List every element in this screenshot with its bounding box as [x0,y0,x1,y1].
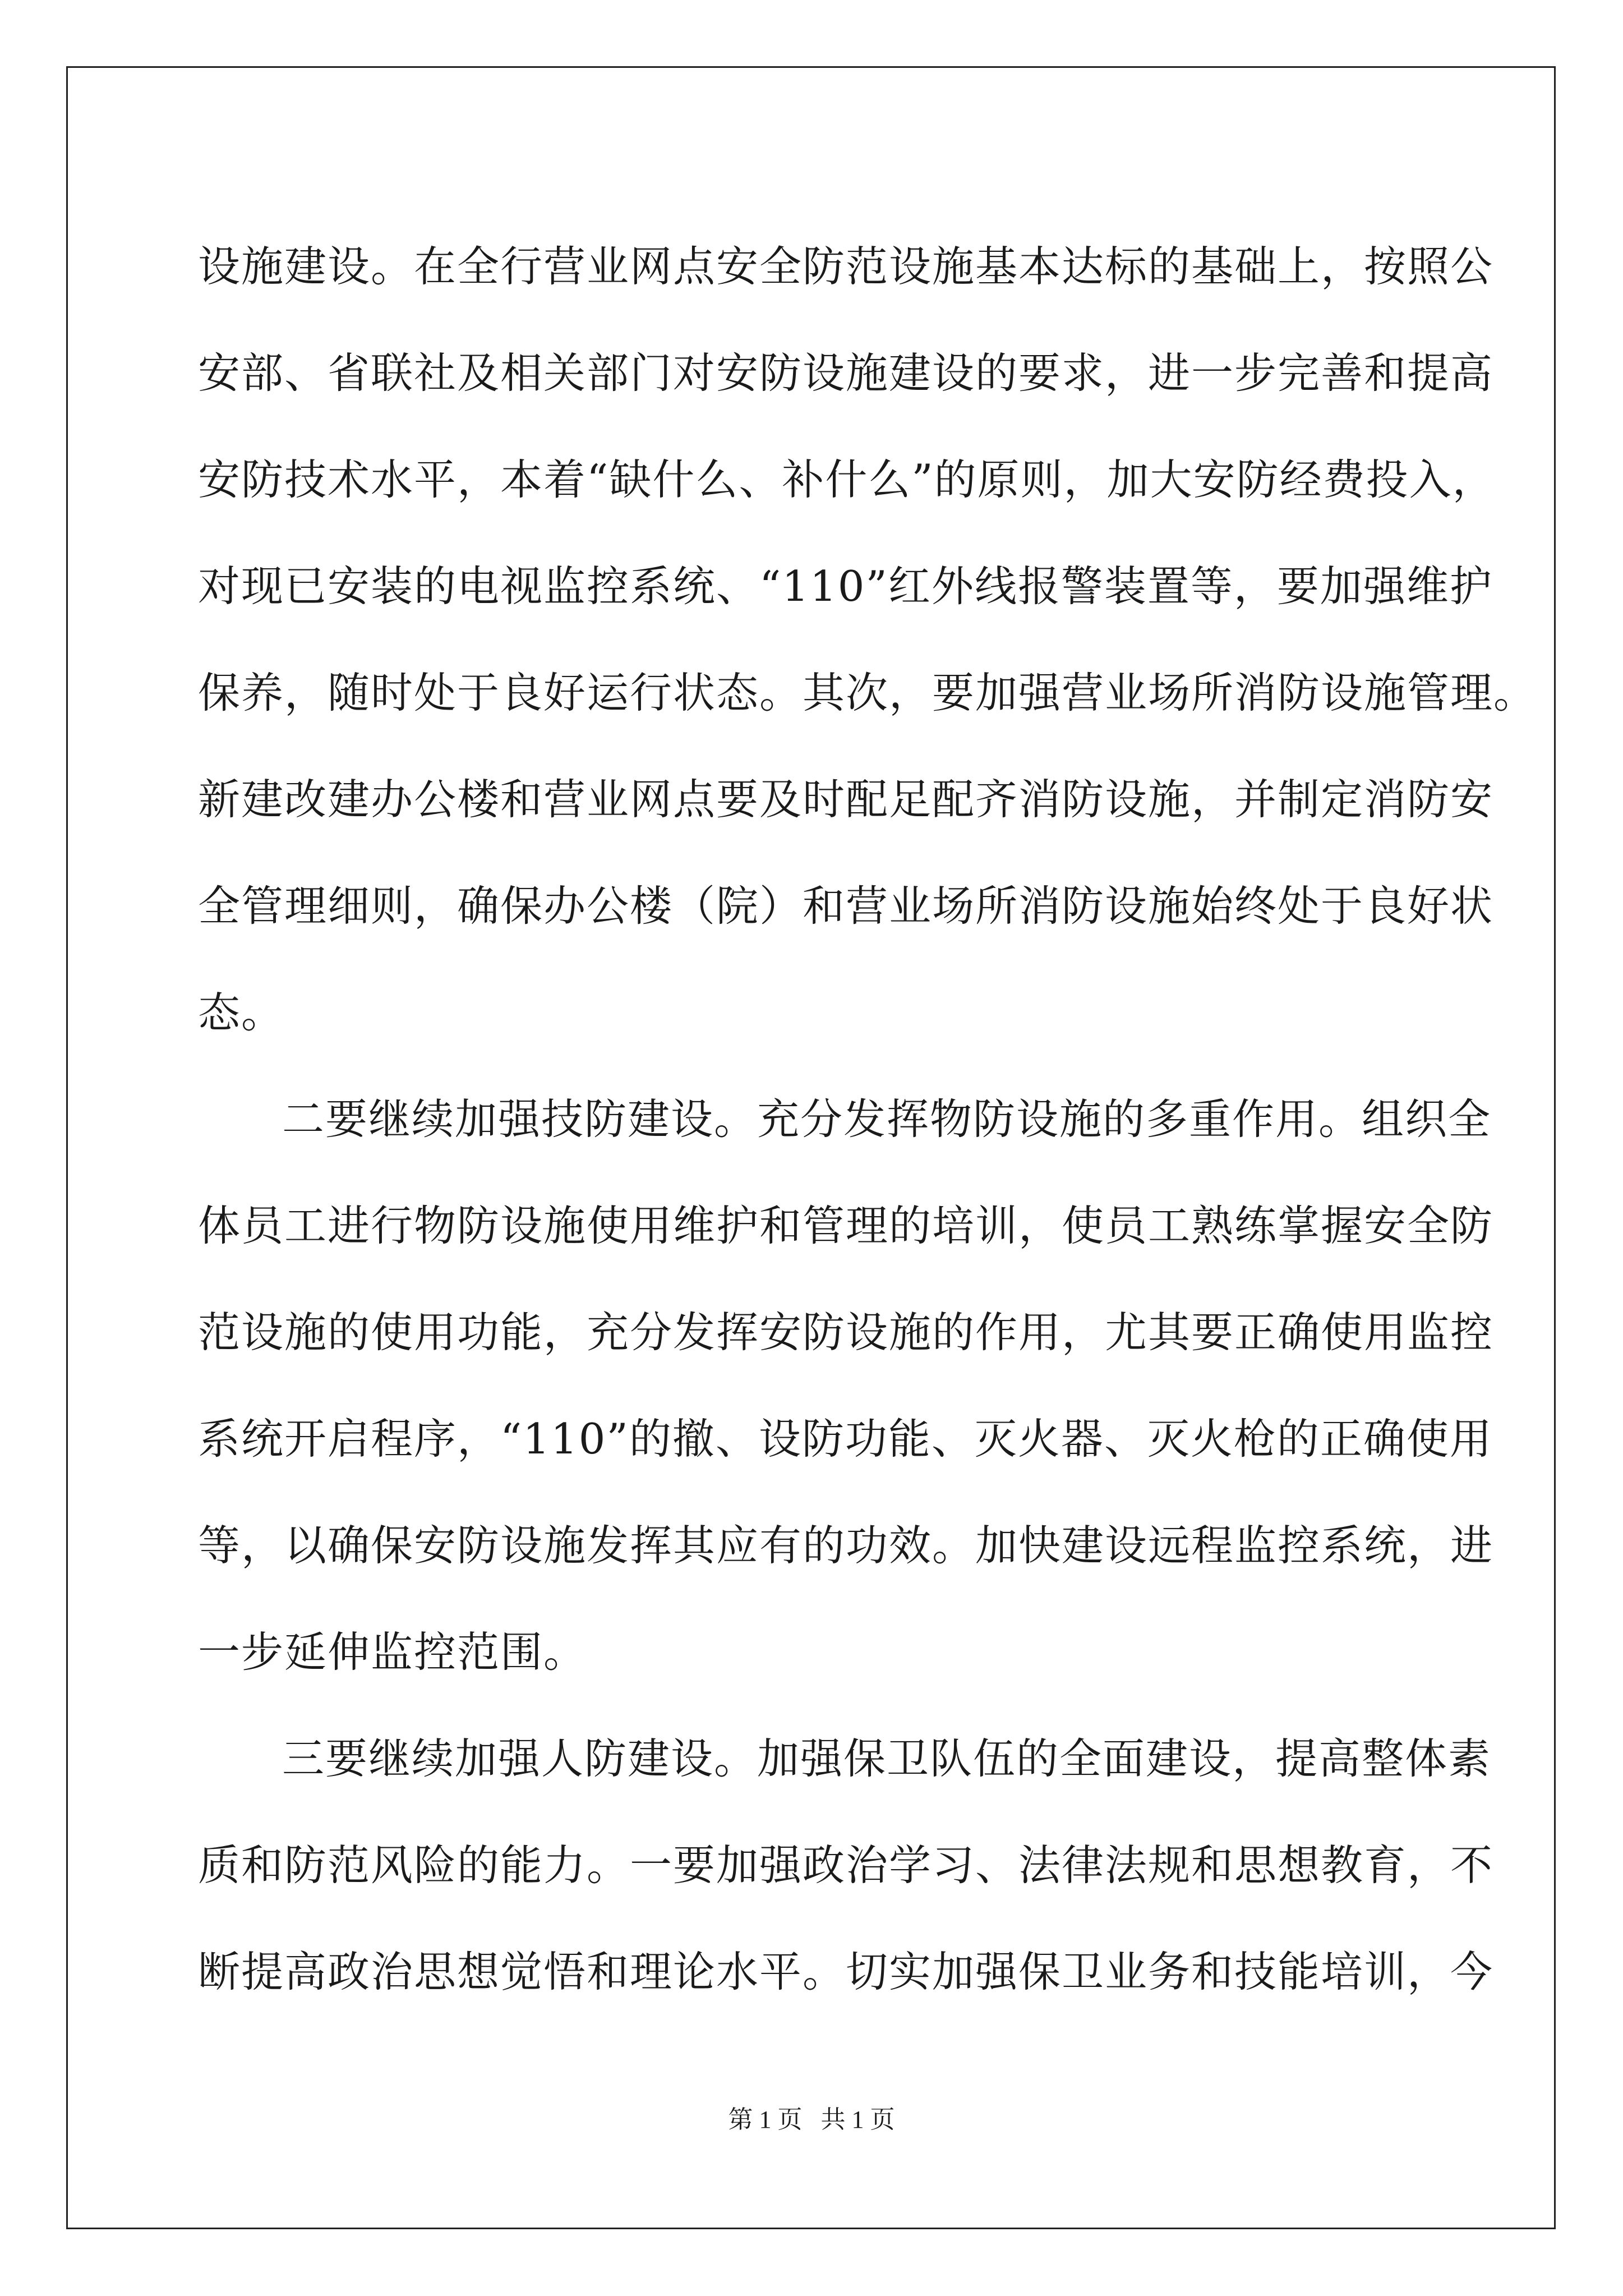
text-line: 安防技术水平，本着“缺什么、补什么”的原则，加大安防经费投入， [198,455,1496,504]
document-body [198,213,1537,2025]
paragraph-start-line: 二要继续加强技防建设。充分发挥物防设施的多重作用。组织全 [282,1094,1492,1144]
text-line: 态。 [198,988,285,1037]
text-line: 新建改建办公楼和营业网点要及时配足配齐消防设施，并制定消防安 [198,775,1494,824]
text-line: 全管理细则，确保办公楼（院）和营业场所消防设施始终处于良好状 [198,881,1494,931]
page-footer: 第 1 页 共 1 页 [728,2106,895,2133]
text-line: 系统开启程序，“110”的撤、设防功能、灭火器、灭火枪的正确使用 [198,1414,1493,1464]
paragraph-start-line: 三要继续加强人防建设。加强保卫队伍的全面建设，提高整体素 [282,1734,1492,1783]
text-line: 范设施的使用功能，充分发挥安防设施的作用，尤其要正确使用监控 [198,1308,1494,1357]
text-line: 等，以确保安防设施发挥其应有的功效。加快建设远程监控系统，进 [198,1521,1494,1570]
text-line: 断提高政治思想觉悟和理论水平。切实加强保卫业务和技能培训，今 [198,1947,1494,1996]
text-line: 质和防范风险的能力。一要加强政治学习、法律法规和思想教育，不 [198,1841,1494,1890]
text-line: 对现已安装的电视监控系统、“110”红外线报警装置等，要加强维护 [198,562,1493,611]
text-line: 安部、省联社及相关部门对安防设施建设的要求，进一步完善和提高 [198,348,1494,398]
text-line: 一步延伸监控范围。 [198,1627,587,1677]
text-line: 体员工进行物防设施使用维护和管理的培训，使员工熟练掌握安全防 [198,1201,1494,1250]
text-line: 保养，随时处于良好运行状态。其次，要加强营业场所消防设施管理。 [198,668,1537,717]
text-line: 设施建设。在全行营业网点安全防范设施基本达标的基础上，按照公 [198,242,1494,291]
